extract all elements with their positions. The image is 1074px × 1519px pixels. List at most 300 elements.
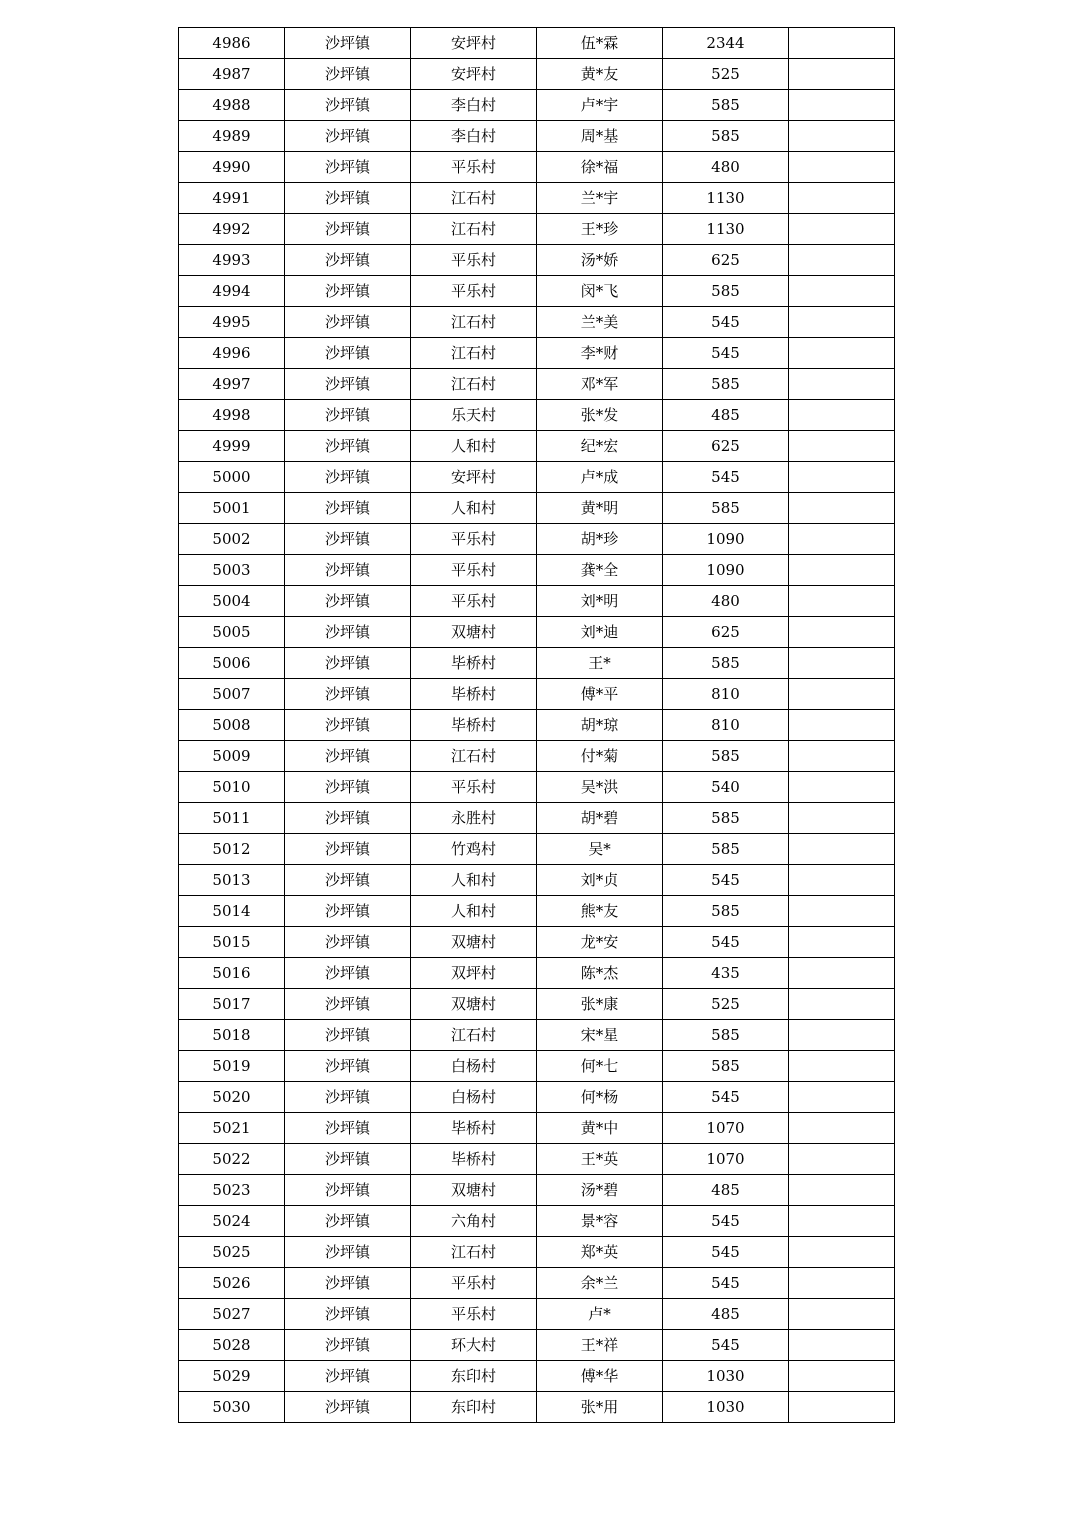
cell-town: 沙坪镇 [285, 1144, 411, 1175]
table-row [179, 369, 895, 400]
cell-amount: 585 [663, 493, 789, 524]
cell-serial-number: 4999 [179, 431, 285, 462]
cell-amount: 585 [663, 834, 789, 865]
cell-town: 沙坪镇 [285, 28, 411, 59]
cell-town: 沙坪镇 [285, 555, 411, 586]
cell-note [789, 679, 895, 710]
cell-serial-number: 5006 [179, 648, 285, 679]
cell-amount: 1090 [663, 524, 789, 555]
cell-name: 付*菊 [537, 741, 663, 772]
cell-town: 沙坪镇 [285, 586, 411, 617]
cell-amount: 545 [663, 462, 789, 493]
table-row [179, 617, 895, 648]
cell-note [789, 1175, 895, 1206]
cell-amount: 625 [663, 617, 789, 648]
cell-serial-number: 4990 [179, 152, 285, 183]
cell-village: 人和村 [411, 431, 537, 462]
cell-village: 白杨村 [411, 1082, 537, 1113]
table-row [179, 710, 895, 741]
cell-amount: 810 [663, 679, 789, 710]
cell-town: 沙坪镇 [285, 493, 411, 524]
cell-town: 沙坪镇 [285, 1113, 411, 1144]
table-row [179, 400, 895, 431]
cell-note [789, 1268, 895, 1299]
cell-note [789, 338, 895, 369]
table-row [179, 648, 895, 679]
cell-village: 双坪村 [411, 958, 537, 989]
cell-name: 傅*华 [537, 1361, 663, 1392]
cell-serial-number: 5012 [179, 834, 285, 865]
cell-amount: 545 [663, 307, 789, 338]
cell-village: 江石村 [411, 1020, 537, 1051]
cell-serial-number: 4996 [179, 338, 285, 369]
table-row [179, 152, 895, 183]
cell-village: 毕桥村 [411, 648, 537, 679]
cell-serial-number: 5024 [179, 1206, 285, 1237]
cell-note [789, 1237, 895, 1268]
cell-name: 周*基 [537, 121, 663, 152]
cell-village: 江石村 [411, 741, 537, 772]
cell-village: 毕桥村 [411, 710, 537, 741]
cell-amount: 540 [663, 772, 789, 803]
table-row [179, 896, 895, 927]
cell-town: 沙坪镇 [285, 1299, 411, 1330]
cell-name: 卢*宇 [537, 90, 663, 121]
cell-serial-number: 5025 [179, 1237, 285, 1268]
data-table [178, 27, 895, 1423]
cell-village: 平乐村 [411, 524, 537, 555]
table-row [179, 462, 895, 493]
cell-village: 李白村 [411, 90, 537, 121]
cell-town: 沙坪镇 [285, 772, 411, 803]
cell-name: 邓*军 [537, 369, 663, 400]
cell-town: 沙坪镇 [285, 338, 411, 369]
cell-amount: 585 [663, 741, 789, 772]
cell-village: 东印村 [411, 1361, 537, 1392]
table-row [179, 1237, 895, 1268]
cell-name: 吴* [537, 834, 663, 865]
cell-village: 竹鸡村 [411, 834, 537, 865]
table-row [179, 958, 895, 989]
cell-amount: 625 [663, 431, 789, 462]
cell-town: 沙坪镇 [285, 183, 411, 214]
table-row [179, 1020, 895, 1051]
cell-village: 平乐村 [411, 555, 537, 586]
cell-name: 何*七 [537, 1051, 663, 1082]
cell-village: 乐天村 [411, 400, 537, 431]
cell-name: 景*容 [537, 1206, 663, 1237]
cell-note [789, 431, 895, 462]
table-row [179, 803, 895, 834]
cell-amount: 585 [663, 276, 789, 307]
cell-note [789, 958, 895, 989]
table-row [179, 1082, 895, 1113]
cell-serial-number: 5004 [179, 586, 285, 617]
cell-village: 双塘村 [411, 989, 537, 1020]
cell-village: 六角村 [411, 1206, 537, 1237]
cell-serial-number: 5027 [179, 1299, 285, 1330]
cell-amount: 545 [663, 1268, 789, 1299]
cell-name: 卢*成 [537, 462, 663, 493]
cell-serial-number: 5018 [179, 1020, 285, 1051]
cell-name: 胡*珍 [537, 524, 663, 555]
cell-amount: 585 [663, 803, 789, 834]
cell-amount: 485 [663, 1175, 789, 1206]
cell-town: 沙坪镇 [285, 1020, 411, 1051]
cell-town: 沙坪镇 [285, 400, 411, 431]
cell-town: 沙坪镇 [285, 617, 411, 648]
cell-amount: 525 [663, 59, 789, 90]
cell-amount: 585 [663, 121, 789, 152]
table-row [179, 121, 895, 152]
cell-amount: 1090 [663, 555, 789, 586]
cell-note [789, 1113, 895, 1144]
cell-village: 白杨村 [411, 1051, 537, 1082]
cell-name: 李*财 [537, 338, 663, 369]
cell-note [789, 648, 895, 679]
cell-note [789, 741, 895, 772]
cell-note [789, 834, 895, 865]
table-row [179, 90, 895, 121]
cell-town: 沙坪镇 [285, 679, 411, 710]
table-row [179, 524, 895, 555]
cell-amount: 2344 [663, 28, 789, 59]
cell-amount: 480 [663, 152, 789, 183]
cell-note [789, 1020, 895, 1051]
cell-note [789, 1051, 895, 1082]
table-row [179, 1051, 895, 1082]
cell-village: 平乐村 [411, 245, 537, 276]
cell-serial-number: 5022 [179, 1144, 285, 1175]
cell-village: 平乐村 [411, 1268, 537, 1299]
table-row [179, 1175, 895, 1206]
cell-name: 黄*中 [537, 1113, 663, 1144]
cell-amount: 585 [663, 1051, 789, 1082]
cell-name: 宋*星 [537, 1020, 663, 1051]
table-row [179, 338, 895, 369]
cell-town: 沙坪镇 [285, 989, 411, 1020]
cell-note [789, 245, 895, 276]
cell-amount: 545 [663, 1330, 789, 1361]
cell-name: 徐*福 [537, 152, 663, 183]
cell-town: 沙坪镇 [285, 865, 411, 896]
table-row [179, 214, 895, 245]
cell-serial-number: 5009 [179, 741, 285, 772]
cell-name: 张*康 [537, 989, 663, 1020]
cell-serial-number: 5005 [179, 617, 285, 648]
table-row [179, 1144, 895, 1175]
cell-town: 沙坪镇 [285, 1175, 411, 1206]
cell-amount: 545 [663, 1082, 789, 1113]
cell-serial-number: 5028 [179, 1330, 285, 1361]
cell-note [789, 400, 895, 431]
cell-name: 刘*迪 [537, 617, 663, 648]
table-row [179, 183, 895, 214]
cell-serial-number: 4994 [179, 276, 285, 307]
cell-serial-number: 5003 [179, 555, 285, 586]
cell-note [789, 989, 895, 1020]
cell-name: 张*发 [537, 400, 663, 431]
cell-town: 沙坪镇 [285, 741, 411, 772]
cell-note [789, 710, 895, 741]
cell-serial-number: 5017 [179, 989, 285, 1020]
cell-amount: 585 [663, 90, 789, 121]
cell-village: 环大村 [411, 1330, 537, 1361]
cell-name: 龙*安 [537, 927, 663, 958]
table-row [179, 245, 895, 276]
cell-town: 沙坪镇 [285, 1392, 411, 1423]
cell-name: 卢* [537, 1299, 663, 1330]
cell-amount: 435 [663, 958, 789, 989]
cell-village: 东印村 [411, 1392, 537, 1423]
cell-amount: 545 [663, 865, 789, 896]
cell-serial-number: 5011 [179, 803, 285, 834]
cell-town: 沙坪镇 [285, 710, 411, 741]
cell-town: 沙坪镇 [285, 121, 411, 152]
cell-village: 安坪村 [411, 28, 537, 59]
cell-town: 沙坪镇 [285, 524, 411, 555]
cell-note [789, 183, 895, 214]
cell-amount: 585 [663, 648, 789, 679]
cell-town: 沙坪镇 [285, 1206, 411, 1237]
cell-town: 沙坪镇 [285, 431, 411, 462]
cell-note [789, 276, 895, 307]
cell-village: 双塘村 [411, 927, 537, 958]
cell-note [789, 865, 895, 896]
cell-note [789, 586, 895, 617]
table-row [179, 431, 895, 462]
table-row [179, 586, 895, 617]
cell-name: 吴*洪 [537, 772, 663, 803]
cell-note [789, 803, 895, 834]
table-row [179, 679, 895, 710]
cell-note [789, 1144, 895, 1175]
table-row [179, 1299, 895, 1330]
cell-town: 沙坪镇 [285, 927, 411, 958]
cell-note [789, 1361, 895, 1392]
cell-town: 沙坪镇 [285, 276, 411, 307]
table-row [179, 1361, 895, 1392]
cell-village: 江石村 [411, 1237, 537, 1268]
cell-serial-number: 4997 [179, 369, 285, 400]
cell-town: 沙坪镇 [285, 834, 411, 865]
cell-note [789, 896, 895, 927]
cell-serial-number: 4992 [179, 214, 285, 245]
table-row [179, 1330, 895, 1361]
cell-note [789, 462, 895, 493]
cell-note [789, 121, 895, 152]
cell-village: 永胜村 [411, 803, 537, 834]
cell-village: 平乐村 [411, 276, 537, 307]
cell-name: 刘*贞 [537, 865, 663, 896]
cell-village: 江石村 [411, 214, 537, 245]
cell-name: 刘*明 [537, 586, 663, 617]
table-row [179, 28, 895, 59]
table-row [179, 59, 895, 90]
cell-serial-number: 4991 [179, 183, 285, 214]
cell-town: 沙坪镇 [285, 90, 411, 121]
cell-town: 沙坪镇 [285, 462, 411, 493]
cell-note [789, 617, 895, 648]
cell-note [789, 927, 895, 958]
cell-note [789, 152, 895, 183]
cell-serial-number: 5010 [179, 772, 285, 803]
cell-serial-number: 5021 [179, 1113, 285, 1144]
cell-town: 沙坪镇 [285, 307, 411, 338]
cell-name: 张*用 [537, 1392, 663, 1423]
cell-name: 黄*明 [537, 493, 663, 524]
cell-note [789, 59, 895, 90]
cell-note [789, 1299, 895, 1330]
table-row [179, 1206, 895, 1237]
table-row [179, 741, 895, 772]
cell-serial-number: 4998 [179, 400, 285, 431]
table-row [179, 834, 895, 865]
cell-serial-number: 5030 [179, 1392, 285, 1423]
cell-serial-number: 4993 [179, 245, 285, 276]
cell-note [789, 1206, 895, 1237]
table-row [179, 1268, 895, 1299]
cell-serial-number: 4988 [179, 90, 285, 121]
cell-village: 江石村 [411, 307, 537, 338]
cell-serial-number: 5015 [179, 927, 285, 958]
table-row [179, 555, 895, 586]
cell-name: 纪*宏 [537, 431, 663, 462]
cell-village: 安坪村 [411, 462, 537, 493]
cell-name: 汤*碧 [537, 1175, 663, 1206]
cell-town: 沙坪镇 [285, 1330, 411, 1361]
cell-name: 陈*杰 [537, 958, 663, 989]
cell-serial-number: 5023 [179, 1175, 285, 1206]
cell-name: 王*英 [537, 1144, 663, 1175]
cell-note [789, 493, 895, 524]
cell-amount: 625 [663, 245, 789, 276]
cell-amount: 810 [663, 710, 789, 741]
cell-town: 沙坪镇 [285, 1051, 411, 1082]
cell-serial-number: 5000 [179, 462, 285, 493]
cell-name: 何*杨 [537, 1082, 663, 1113]
cell-amount: 545 [663, 1237, 789, 1268]
cell-town: 沙坪镇 [285, 896, 411, 927]
cell-serial-number: 5001 [179, 493, 285, 524]
cell-name: 黄*友 [537, 59, 663, 90]
cell-town: 沙坪镇 [285, 803, 411, 834]
cell-village: 毕桥村 [411, 1113, 537, 1144]
cell-town: 沙坪镇 [285, 214, 411, 245]
cell-village: 双塘村 [411, 1175, 537, 1206]
cell-note [789, 772, 895, 803]
cell-village: 江石村 [411, 338, 537, 369]
cell-amount: 1030 [663, 1361, 789, 1392]
cell-note [789, 1330, 895, 1361]
cell-note [789, 307, 895, 338]
cell-amount: 585 [663, 896, 789, 927]
cell-amount: 525 [663, 989, 789, 1020]
cell-name: 傅*平 [537, 679, 663, 710]
cell-village: 江石村 [411, 369, 537, 400]
cell-name: 余*兰 [537, 1268, 663, 1299]
cell-amount: 585 [663, 369, 789, 400]
cell-name: 王*祥 [537, 1330, 663, 1361]
cell-amount: 585 [663, 1020, 789, 1051]
cell-amount: 1070 [663, 1144, 789, 1175]
cell-village: 江石村 [411, 183, 537, 214]
cell-serial-number: 4986 [179, 28, 285, 59]
cell-name: 熊*友 [537, 896, 663, 927]
table-row [179, 493, 895, 524]
cell-town: 沙坪镇 [285, 59, 411, 90]
cell-serial-number: 5014 [179, 896, 285, 927]
cell-town: 沙坪镇 [285, 1082, 411, 1113]
cell-town: 沙坪镇 [285, 958, 411, 989]
cell-town: 沙坪镇 [285, 152, 411, 183]
cell-serial-number: 5002 [179, 524, 285, 555]
cell-amount: 1130 [663, 183, 789, 214]
cell-note [789, 1392, 895, 1423]
table-row [179, 989, 895, 1020]
cell-serial-number: 5029 [179, 1361, 285, 1392]
cell-serial-number: 5007 [179, 679, 285, 710]
cell-name: 汤*娇 [537, 245, 663, 276]
table-row [179, 1392, 895, 1423]
cell-note [789, 1082, 895, 1113]
cell-village: 毕桥村 [411, 679, 537, 710]
cell-serial-number: 4995 [179, 307, 285, 338]
cell-name: 王*珍 [537, 214, 663, 245]
cell-town: 沙坪镇 [285, 648, 411, 679]
cell-note [789, 214, 895, 245]
cell-amount: 1070 [663, 1113, 789, 1144]
cell-name: 郑*英 [537, 1237, 663, 1268]
cell-town: 沙坪镇 [285, 245, 411, 276]
cell-village: 人和村 [411, 896, 537, 927]
cell-village: 平乐村 [411, 772, 537, 803]
cell-village: 李白村 [411, 121, 537, 152]
cell-serial-number: 5008 [179, 710, 285, 741]
cell-serial-number: 4989 [179, 121, 285, 152]
cell-village: 人和村 [411, 865, 537, 896]
cell-amount: 545 [663, 927, 789, 958]
table-body [179, 28, 895, 1423]
table-row [179, 927, 895, 958]
cell-amount: 545 [663, 338, 789, 369]
cell-town: 沙坪镇 [285, 1361, 411, 1392]
cell-note [789, 90, 895, 121]
cell-name: 胡*琼 [537, 710, 663, 741]
cell-name: 龚*全 [537, 555, 663, 586]
cell-serial-number: 5016 [179, 958, 285, 989]
cell-note [789, 555, 895, 586]
table-row [179, 307, 895, 338]
table-row [179, 276, 895, 307]
table-row [179, 865, 895, 896]
cell-village: 平乐村 [411, 586, 537, 617]
cell-village: 安坪村 [411, 59, 537, 90]
table-row [179, 772, 895, 803]
cell-village: 人和村 [411, 493, 537, 524]
cell-amount: 1030 [663, 1392, 789, 1423]
cell-village: 平乐村 [411, 1299, 537, 1330]
cell-note [789, 28, 895, 59]
cell-amount: 485 [663, 1299, 789, 1330]
cell-amount: 545 [663, 1206, 789, 1237]
cell-name: 兰*宇 [537, 183, 663, 214]
cell-serial-number: 5020 [179, 1082, 285, 1113]
cell-village: 平乐村 [411, 152, 537, 183]
table-row [179, 1113, 895, 1144]
cell-amount: 485 [663, 400, 789, 431]
cell-note [789, 369, 895, 400]
